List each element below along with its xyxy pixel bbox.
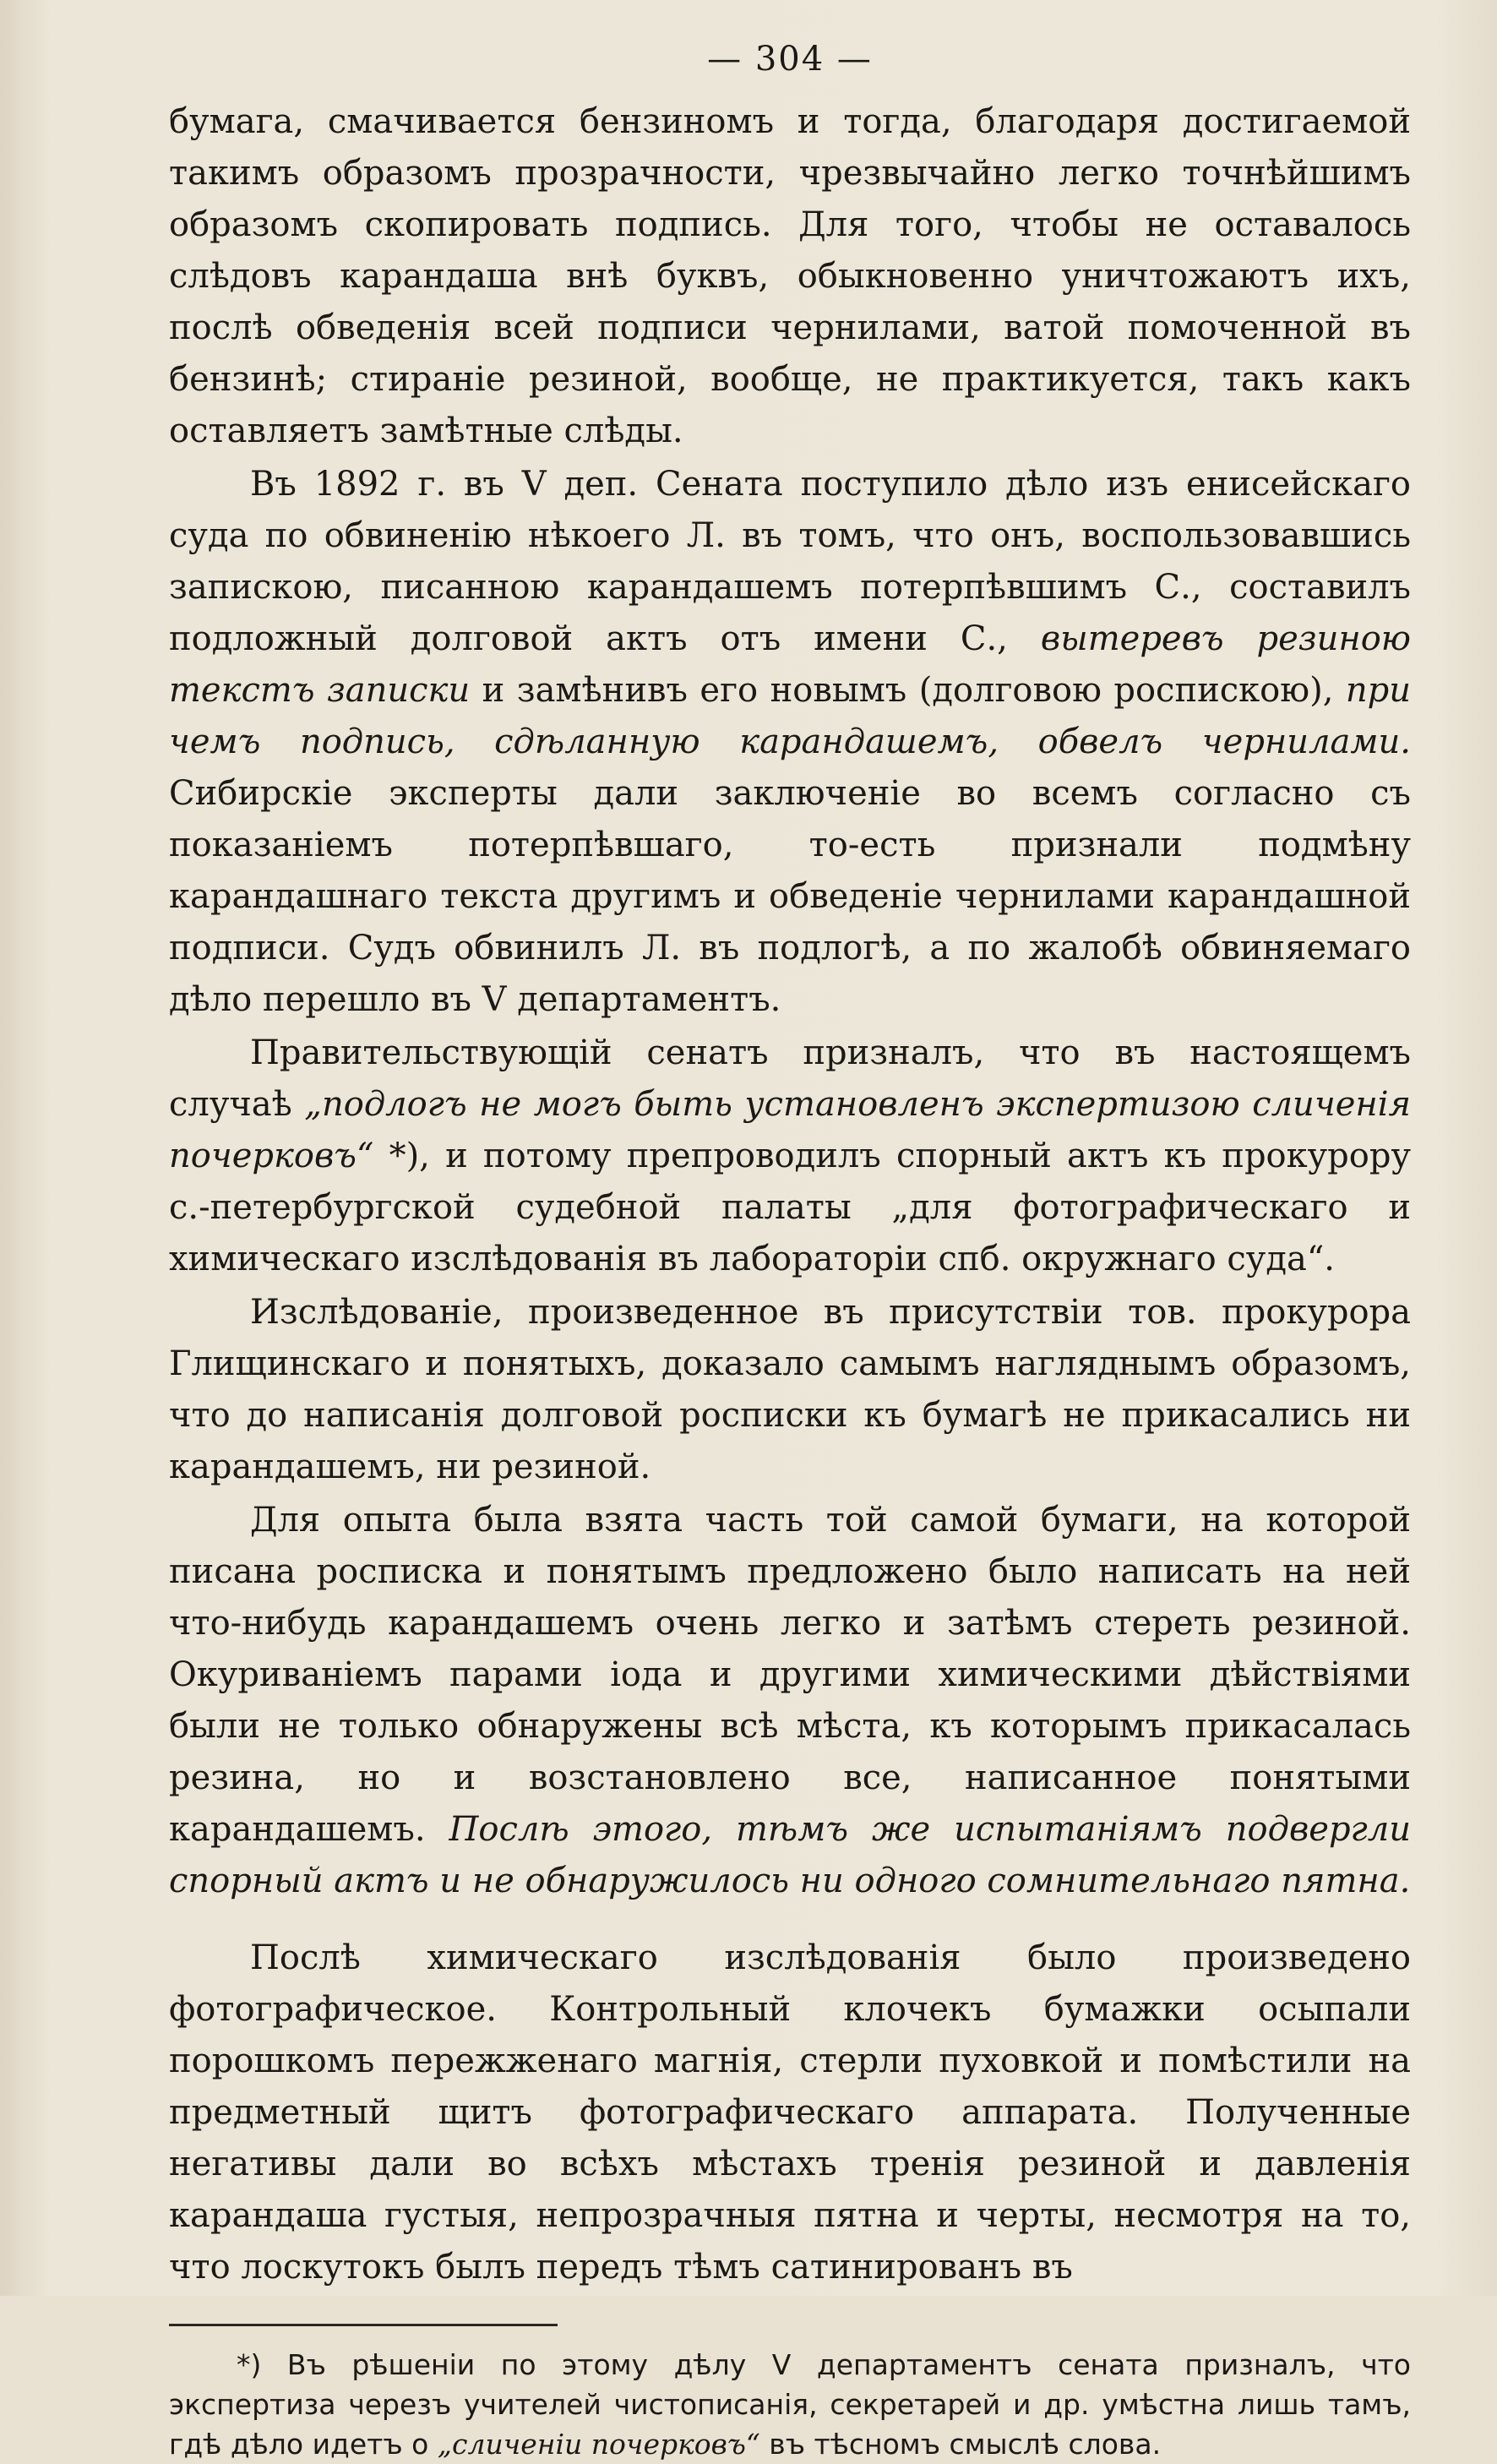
paragraph-5	[169, 1495, 1411, 1907]
text-segment: въ тѣсномъ смыслѣ слова.	[759, 2428, 1162, 2461]
text-segment: и замѣнивъ его новымъ (долговою роспискою),	[470, 671, 1346, 710]
text-segment: *) Въ рѣшеніи по этому дѣлу V департаментъ сената призналъ, что экспертиза черезъ учителей чистописанія, секретарей и др. умѣстна лишь тамъ, гдѣ дѣло идетъ о	[169, 2348, 1411, 2461]
paragraph-1	[169, 96, 1411, 457]
footnote	[169, 2345, 1411, 2464]
body-text	[169, 96, 1411, 2293]
footnote-divider	[169, 2324, 558, 2326]
text-segment: Правительствующій сенатъ призналъ, что въ настоящемъ случаѣ	[169, 1033, 1411, 1124]
page-number: — 304 —	[707, 40, 873, 79]
italic-text-segment: вытеревъ резиною текстъ записки	[169, 619, 1411, 710]
text-segment: *), и потому препроводилъ спорный актъ къ прокурору с.-петербургской судебной палаты „для фотографическаго и химическаго изслѣдованія въ лабораторіи спб. окружнаго суда“.	[169, 1137, 1411, 1278]
text-segment: Въ 1892 г. въ V деп. Сената поступило дѣло изъ енисейскаго суда по обвиненію нѣкоего Л. въ томъ, что онъ, воспользовавшись запискою, писанною карандашемъ потерпѣвшимъ С., составилъ подложный долговой актъ отъ имени С.,	[169, 465, 1411, 658]
italic-text-segment: Послѣ этого, тѣмъ же испытаніямъ подвергли спорный актъ и не обнаружилось ни одного сомнительнаго пятна.	[169, 1810, 1411, 1900]
paragraph-6	[169, 1932, 1411, 2293]
text-segment: бумага, смачивается бензиномъ и тогда, благодаря достигаемой такимъ образомъ прозрачности, чрезвычайно легко точнѣйшимъ образомъ скопировать подпись. Для того, чтобы не оставалось слѣдовъ карандаша внѣ буквъ, обыкновенно уничтожаютъ ихъ, послѣ обведенія всей подписи чернилами, ватой помоченной въ бензинѣ; стираніе резиной, вообще, не практикуется, такъ какъ оставляетъ замѣтные слѣды.	[169, 102, 1411, 450]
italic-text-segment: при чемъ подпись, сдѣланную карандашемъ, обвелъ чернилами.	[169, 671, 1412, 761]
paragraph-4	[169, 1287, 1411, 1493]
text-segment: Для опыта была взята часть той самой бумаги, на которой писана росписка и понятымъ предложено было написать на ней что-нибудь карандашемъ очень легко и затѣмъ стереть резиной. Окуриваніемъ парами іода и другими химическими дѣйствіями были не только обнаружены всѣ мѣста, къ которымъ прикасалась резина, но и возстановлено все, написанное понятыми карандашемъ.	[169, 1501, 1411, 1849]
text-segment: Послѣ химическаго изслѣдованія было произведено фотографическое. Контрольный клочекъ бумажки осыпали порошкомъ пережженаго магнія, стерли пуховкой и помѣстили на предметный щитъ фотографическаго аппарата. Полученные негативы дали во всѣхъ мѣстахъ тренія резиной и давленія карандаша густыя, непрозрачныя пятна и черты, несмотря на то, что лоскутокъ былъ передъ тѣмъ сатинированъ въ	[169, 1938, 1411, 2287]
text-segment: Изслѣдованіе, произведенное въ присутствіи тов. прокурора Глищинскаго и понятыхъ, доказало самымъ нагляднымъ образомъ, что до написанія долговой росписки къ бумагѣ не прикасались ни карандашемъ, ни резиной.	[169, 1293, 1411, 1486]
paragraph-2	[169, 459, 1411, 1026]
paragraph-3	[169, 1028, 1411, 1285]
text-segment: Сибирскіе эксперты дали заключеніе во всемъ согласно съ показаніемъ потерпѣвшаго, то-есть признали подмѣну карандашнаго текста другимъ и обведеніе чернилами карандашной подписи. Судъ обвинилъ Л. въ подлогѣ, а по жалобѣ обвиняемаго дѣло перешло въ V департаментъ.	[169, 774, 1411, 1019]
italic-text-segment: „подлогъ не могъ быть установленъ экспертизою сличенія почерковъ“	[169, 1085, 1412, 1175]
italic-text-segment: „сличеніи почерковъ“	[437, 2428, 760, 2461]
